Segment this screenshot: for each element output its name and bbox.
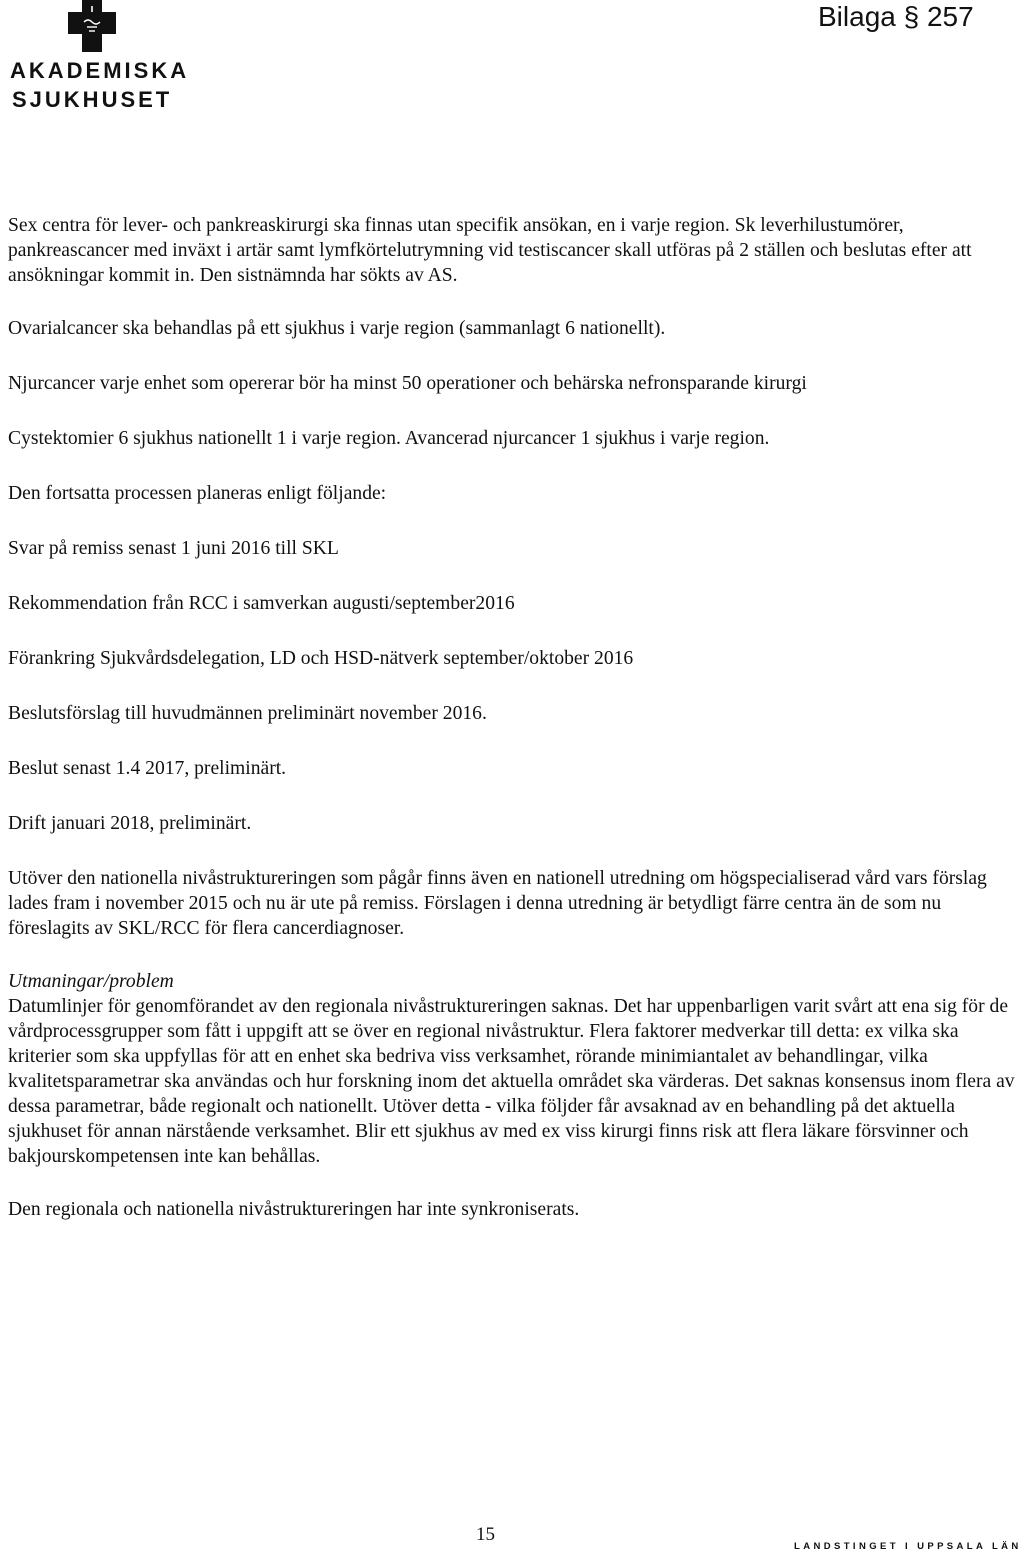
- section-challenges: [8, 969, 1020, 1169]
- paragraph-kidney-cancer: Njurcancer varje enhet som opererar bör ha minst 50 operationer och behärska nefronsparande kirurgi: [8, 373, 807, 394]
- timeline-item-remiss: Svar på remiss senast 1 juni 2016 till SKL: [8, 538, 339, 559]
- paragraph-liver-pancreas: Sex centra för lever- och pankreaskirurgi ska finnas utan specifik ansökan, en i varje region. Sk leverhilustumörer, pankreascancer med inväxt i artär samt lymfkörtelutrymning vid testiscancer skall utföras på 2 ställen och beslutas efter att ansökningar kommit in. Den sistnämnda har sökts av AS.: [8, 215, 972, 286]
- paragraph-cystectomy: Cystektomier 6 sjukhus nationellt 1 i varje region. Avancerad njurcancer 1 sjukhus i varje region.: [8, 428, 770, 449]
- timeline-item-proposal: Beslutsförslag till huvudmännen preliminärt november 2016.: [8, 703, 487, 724]
- challenges-heading: Utmaningar/problem: [8, 971, 174, 992]
- paragraph-process-intro: Den fortsatta processen planeras enligt följande:: [8, 483, 387, 504]
- timeline-item-recommendation: Rekommendation från RCC i samverkan augusti/september2016: [8, 593, 515, 614]
- timeline-item-decision: Beslut senast 1.4 2017, preliminärt.: [8, 758, 287, 779]
- paragraph-closing: Den regionala och nationella nivåstruktureringen har inte synkroniserats.: [8, 1199, 580, 1220]
- footer-organization: LANDSTINGET I UPPSALA LÄN: [794, 1541, 1022, 1552]
- page-number: 15: [476, 1524, 495, 1545]
- timeline-item-operation: Drift januari 2018, preliminärt.: [8, 813, 252, 834]
- logo-text: [10, 56, 189, 114]
- document-body: [8, 213, 1020, 1244]
- logo-line-2: SJUKHUSET: [12, 87, 173, 112]
- challenges-text: Datumlinjer för genomförandet av den regionala nivåstruktureringen saknas. Det har uppenbarligen varit svårt att ena sig för de vårdprocessgrupper som fått i uppgift att se över en regional nivåstruktur. Flera faktorer medverkar till detta: ex vilka ska kriterier som ska uppfyllas för att en enhet ska bedriva viss verksamhet, rörande minimiantalet av behandlingar, vilka kvalitetsparametrar ska användas och hur forskning inom det aktuella området ska värderas. Det saknas konsensus inom flera av dessa parametrar, både regionalt och nationellt. Utöver detta - vilka följder får avsaknad av en behandling på det aktuella sjukhuset för annan närstående verksamhet. Blir ett sjukhus av med ex viss kirurgi finns risk att flera läkare försvinner och bakjourskompetensen inte kan behållas.: [8, 996, 1015, 1167]
- cross-emblem-icon: [68, 0, 116, 52]
- timeline-item-anchoring: Förankring Sjukvårdsdelegation, LD och HSD-nätverk september/oktober 2016: [8, 648, 634, 669]
- paragraph-ovarian-cancer: Ovarialcancer ska behandlas på ett sjukhus i varje region (sammanlagt 6 nationellt).: [8, 318, 666, 339]
- attachment-reference: Bilaga § 257: [818, 1, 974, 32]
- logo-line-1: AKADEMISKA: [10, 58, 190, 83]
- paragraph-national-investigation: Utöver den nationella nivåstruktureringen som pågår finns även en nationell utredning om högspecialiserad vård vars förslag lades fram i november 2015 och nu är ute på remiss. Förslagen i denna utredning är betydligt färre centra än de som nu föreslagits av SKL/RCC för flera cancerdiagnoser.: [8, 868, 987, 939]
